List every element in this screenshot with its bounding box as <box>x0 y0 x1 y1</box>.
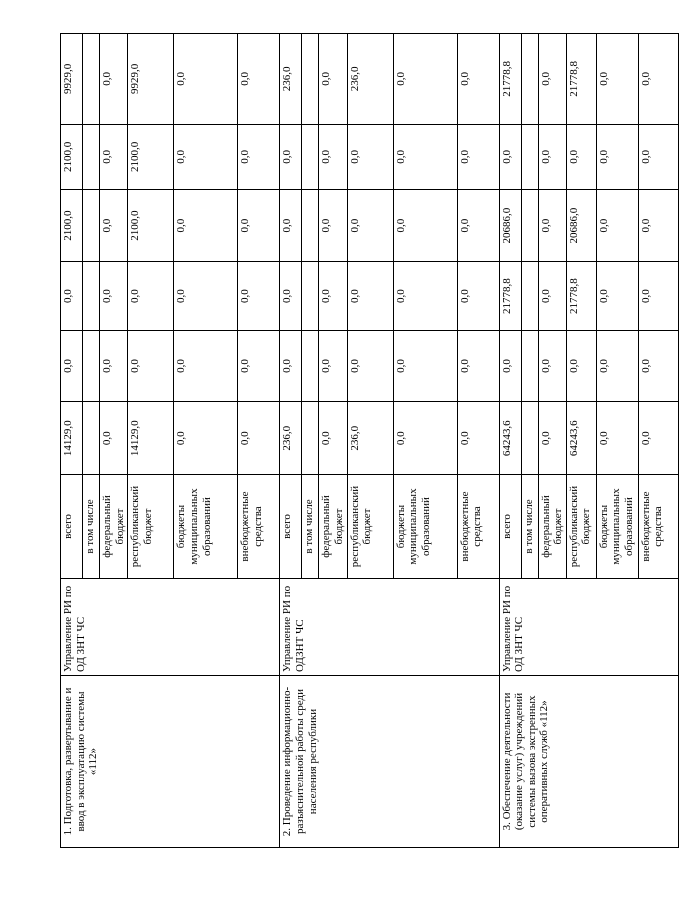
executor-name: Управление РИ по ОД ЗНТ ЧС <box>499 578 678 675</box>
amount-cell <box>83 124 100 189</box>
amount-cell <box>83 330 100 401</box>
amount-cell: 0,0 <box>347 262 393 331</box>
amount-cell: 0,0 <box>638 330 678 401</box>
amount-cell: 0,0 <box>128 262 174 331</box>
amount-cell <box>83 262 100 331</box>
amount-cell <box>521 124 538 189</box>
amount-cell: 0,0 <box>596 34 638 125</box>
amount-cell <box>302 34 319 125</box>
funding-source-label: всего <box>61 475 83 578</box>
amount-cell: 0,0 <box>347 124 393 189</box>
amount-cell: 0,0 <box>319 34 347 125</box>
table-body <box>61 34 679 848</box>
amount-cell: 0,0 <box>638 402 678 475</box>
amount-cell: 0,0 <box>538 402 566 475</box>
amount-cell: 0,0 <box>319 330 347 401</box>
amount-cell <box>521 262 538 331</box>
table-row <box>499 34 521 848</box>
amount-cell: 236,0 <box>347 402 393 475</box>
amount-cell: 14129,0 <box>128 402 174 475</box>
amount-cell <box>302 189 319 261</box>
amount-cell: 0,0 <box>238 34 280 125</box>
measure-name: 1. Подготовка, развертывание и ввод в эксплуатацию системы «112» <box>61 676 280 848</box>
funding-source-label: внебюджетные средства <box>638 475 678 578</box>
amount-cell: 2100,0 <box>128 124 174 189</box>
amount-cell: 0,0 <box>457 124 499 189</box>
amount-cell: 0,0 <box>347 330 393 401</box>
amount-cell: 0,0 <box>319 189 347 261</box>
amount-cell: 0,0 <box>638 189 678 261</box>
amount-cell: 236,0 <box>280 402 302 475</box>
funding-source-label: федеральный бюджет <box>319 475 347 578</box>
amount-cell: 0,0 <box>319 262 347 331</box>
amount-cell: 0,0 <box>393 189 457 261</box>
executor-name: Управление РИ по ОД ЗНТ ЧС <box>61 578 280 675</box>
table-row <box>280 34 302 848</box>
amount-cell <box>302 262 319 331</box>
amount-cell: 236,0 <box>280 34 302 125</box>
amount-cell: 64243,6 <box>566 402 596 475</box>
amount-cell: 0,0 <box>538 124 566 189</box>
amount-cell: 0,0 <box>174 124 238 189</box>
amount-cell: 0,0 <box>457 402 499 475</box>
amount-cell <box>302 330 319 401</box>
amount-cell: 0,0 <box>238 124 280 189</box>
amount-cell: 236,0 <box>347 34 393 125</box>
amount-cell: 0,0 <box>393 330 457 401</box>
amount-cell: 0,0 <box>393 262 457 331</box>
funding-source-label: республиканский бюджет <box>128 475 174 578</box>
amount-cell: 0,0 <box>538 189 566 261</box>
amount-cell: 0,0 <box>238 402 280 475</box>
amount-cell: 0,0 <box>238 189 280 261</box>
amount-cell <box>521 402 538 475</box>
amount-cell: 0,0 <box>457 34 499 125</box>
amount-cell: 0,0 <box>174 402 238 475</box>
amount-cell <box>521 34 538 125</box>
funding-source-label: внебюджетные средства <box>457 475 499 578</box>
measure-name: 3. Обеспечение деятельности (оказание услуг) учреждений системы вызова экстренных оперативных служб «112» <box>499 676 678 848</box>
amount-cell <box>302 124 319 189</box>
funding-source-label: бюджеты муниципальных образований <box>596 475 638 578</box>
funding-source-label: всего <box>280 475 302 578</box>
amount-cell <box>521 189 538 261</box>
table-row <box>61 34 83 848</box>
funding-source-label: федеральный бюджет <box>100 475 128 578</box>
amount-cell: 0,0 <box>638 262 678 331</box>
amount-cell: 64243,6 <box>499 402 521 475</box>
amount-cell: 2100,0 <box>128 189 174 261</box>
amount-cell: 0,0 <box>566 330 596 401</box>
measure-name: 2. Проведение информационно-разъяснительной работы среди населения республики <box>280 676 499 848</box>
amount-cell: 0,0 <box>393 34 457 125</box>
amount-cell: 0,0 <box>100 330 128 401</box>
amount-cell: 21778,8 <box>499 34 521 125</box>
amount-cell: 0,0 <box>457 262 499 331</box>
amount-cell: 0,0 <box>538 330 566 401</box>
amount-cell: 21778,8 <box>566 34 596 125</box>
amount-cell: 0,0 <box>280 124 302 189</box>
amount-cell: 9929,0 <box>128 34 174 125</box>
amount-cell: 0,0 <box>499 124 521 189</box>
amount-cell: 0,0 <box>280 330 302 401</box>
amount-cell: 0,0 <box>238 330 280 401</box>
amount-cell: 0,0 <box>100 124 128 189</box>
amount-cell: 21778,8 <box>566 262 596 331</box>
amount-cell: 0,0 <box>100 189 128 261</box>
amount-cell: 21778,8 <box>499 262 521 331</box>
amount-cell <box>83 34 100 125</box>
amount-cell: 0,0 <box>280 189 302 261</box>
amount-cell: 0,0 <box>319 402 347 475</box>
amount-cell: 0,0 <box>100 402 128 475</box>
amount-cell: 0,0 <box>61 262 83 331</box>
amount-cell: 9929,0 <box>61 34 83 125</box>
amount-cell: 0,0 <box>596 189 638 261</box>
funding-source-label: республиканский бюджет <box>347 475 393 578</box>
amount-cell <box>83 402 100 475</box>
amount-cell: 20686,0 <box>499 189 521 261</box>
funding-source-label: республиканский бюджет <box>566 475 596 578</box>
funding-source-label: бюджеты муниципальных образований <box>174 475 238 578</box>
amount-cell <box>521 330 538 401</box>
amount-cell: 0,0 <box>596 330 638 401</box>
amount-cell: 0,0 <box>393 124 457 189</box>
amount-cell: 0,0 <box>596 262 638 331</box>
amount-cell: 0,0 <box>393 402 457 475</box>
amount-cell: 0,0 <box>538 262 566 331</box>
funding-source-label: в том числе <box>83 475 100 578</box>
amount-cell: 0,0 <box>174 262 238 331</box>
amount-cell: 0,0 <box>457 189 499 261</box>
executor-name: Управление РИ по ОДЗНТ ЧС <box>280 578 499 675</box>
amount-cell: 0,0 <box>100 34 128 125</box>
amount-cell: 0,0 <box>457 330 499 401</box>
rotated-table-wrapper <box>60 33 665 848</box>
funding-source-label: в том числе <box>302 475 319 578</box>
amount-cell <box>302 402 319 475</box>
amount-cell: 0,0 <box>347 189 393 261</box>
budget-table <box>60 33 679 848</box>
amount-cell: 0,0 <box>174 330 238 401</box>
amount-cell: 20686,0 <box>566 189 596 261</box>
funding-source-label: в том числе <box>521 475 538 578</box>
amount-cell: 0,0 <box>174 189 238 261</box>
amount-cell: 0,0 <box>638 124 678 189</box>
amount-cell <box>83 189 100 261</box>
amount-cell: 0,0 <box>128 330 174 401</box>
funding-source-label: внебюджетные средства <box>238 475 280 578</box>
amount-cell: 0,0 <box>100 262 128 331</box>
amount-cell: 0,0 <box>319 124 347 189</box>
funding-source-label: бюджеты муниципальных образований <box>393 475 457 578</box>
amount-cell: 0,0 <box>566 124 596 189</box>
amount-cell: 0,0 <box>238 262 280 331</box>
amount-cell: 0,0 <box>499 330 521 401</box>
amount-cell: 0,0 <box>174 34 238 125</box>
amount-cell: 0,0 <box>61 330 83 401</box>
amount-cell: 0,0 <box>596 402 638 475</box>
amount-cell: 2100,0 <box>61 124 83 189</box>
funding-source-label: федеральный бюджет <box>538 475 566 578</box>
funding-source-label: всего <box>499 475 521 578</box>
amount-cell: 0,0 <box>638 34 678 125</box>
amount-cell: 0,0 <box>596 124 638 189</box>
amount-cell: 14129,0 <box>61 402 83 475</box>
amount-cell: 0,0 <box>280 262 302 331</box>
amount-cell: 0,0 <box>538 34 566 125</box>
amount-cell: 2100,0 <box>61 189 83 261</box>
